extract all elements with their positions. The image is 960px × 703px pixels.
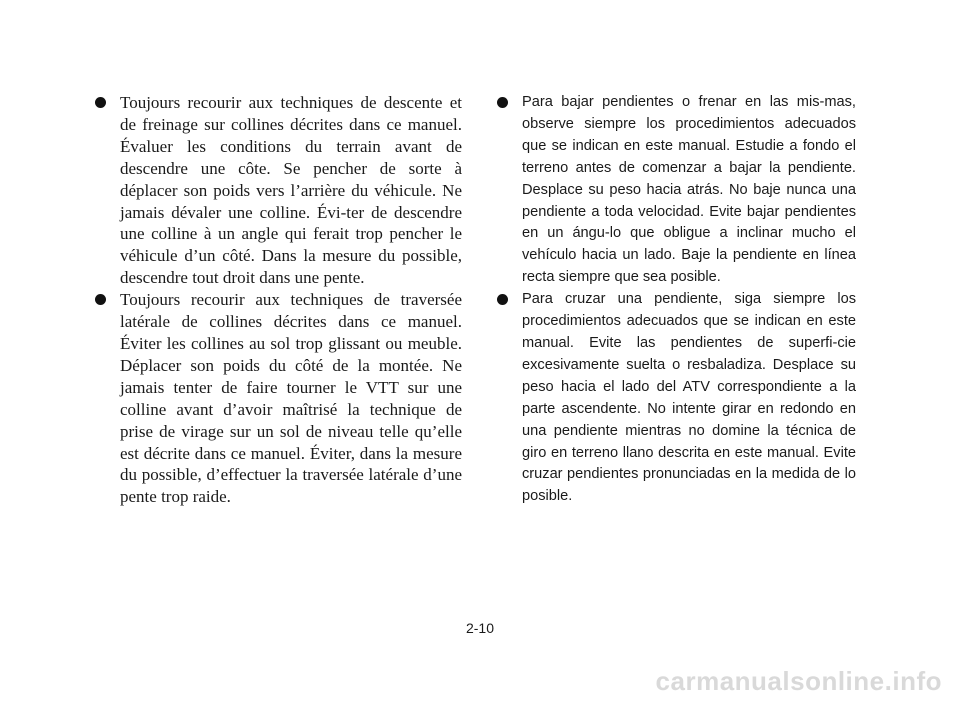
- french-list-item-descent: [94, 92, 462, 289]
- spanish-item-text: Para bajar pendientes o frenar en las mis-mas, observe siempre los procedimientos adecuados que se indican en este manual. Estudie a fondo el terreno antes de comenzar a bajar la pendiente. Desplace su peso hacia atrás. No baje nunca una pendiente a toda velocidad. Evite bajar pendientes en un ángu-lo que obligue a inclinar mucho el vehículo hacia un lado. Baje la pendiente en línea recta siempre que sea posible.: [522, 94, 856, 286]
- watermark-text: carmanualsonline.info: [655, 666, 942, 696]
- french-item-text: Toujours recourir aux techniques de descente et de freinage sur collines décrites dans ce manuel. Évaluer les conditions du terrain avant de descendre une côte. Se pencher de sorte à déplacer son poids vers l’arrière du véhicule. Ne jamais dévaler une colline. Évi-ter de descendre une colline à un angle qui ferait trop pencher le véhicule d’un côté. Dans la mesure du possible, descendre tout droit dans une pente.: [120, 93, 462, 288]
- bullet-icon: [95, 97, 106, 108]
- french-bullet-list: [94, 92, 462, 508]
- french-column: [94, 92, 462, 508]
- spanish-list-item-descent: [496, 92, 856, 289]
- bullet-icon: [497, 294, 508, 305]
- bullet-icon: [95, 294, 106, 305]
- french-item-text: Toujours recourir aux techniques de traversée latérale de collines décrites dans ce manuel. Éviter les collines au sol trop glissant ou meuble. Déplacer son poids du côté de la montée. Ne jamais tenter de faire tourner le VTT sur une colline avant d’avoir maîtrisé la technique de prise de virage sur un sol de niveau telle qu’elle est décrite dans ce manuel. Éviter, dans la mesure du possible, d’effectuer la traversée latérale d’une pente trop raide.: [120, 290, 462, 507]
- bullet-icon: [497, 97, 508, 108]
- spanish-bullet-list: [496, 92, 856, 508]
- spanish-list-item-traverse: [496, 289, 856, 508]
- page-number: 2-10: [465, 620, 495, 636]
- french-list-item-traverse: [94, 289, 462, 508]
- spanish-column: [496, 92, 856, 508]
- spanish-item-text: Para cruzar una pendiente, siga siempre los procedimientos adecuados que se indican en este manual. Evite las pendientes de superfi-cie excesivamente suelta o resbaladiza. Desplace su peso hacia el lado del ATV correspondiente a la parte ascendente. No intente girar en redondo en una pendiente mientras no domine la técnica de giro en terreno llano descrita en este manual. Evite cruzar pendientes pronunciadas en la medida de lo posible.: [522, 291, 856, 505]
